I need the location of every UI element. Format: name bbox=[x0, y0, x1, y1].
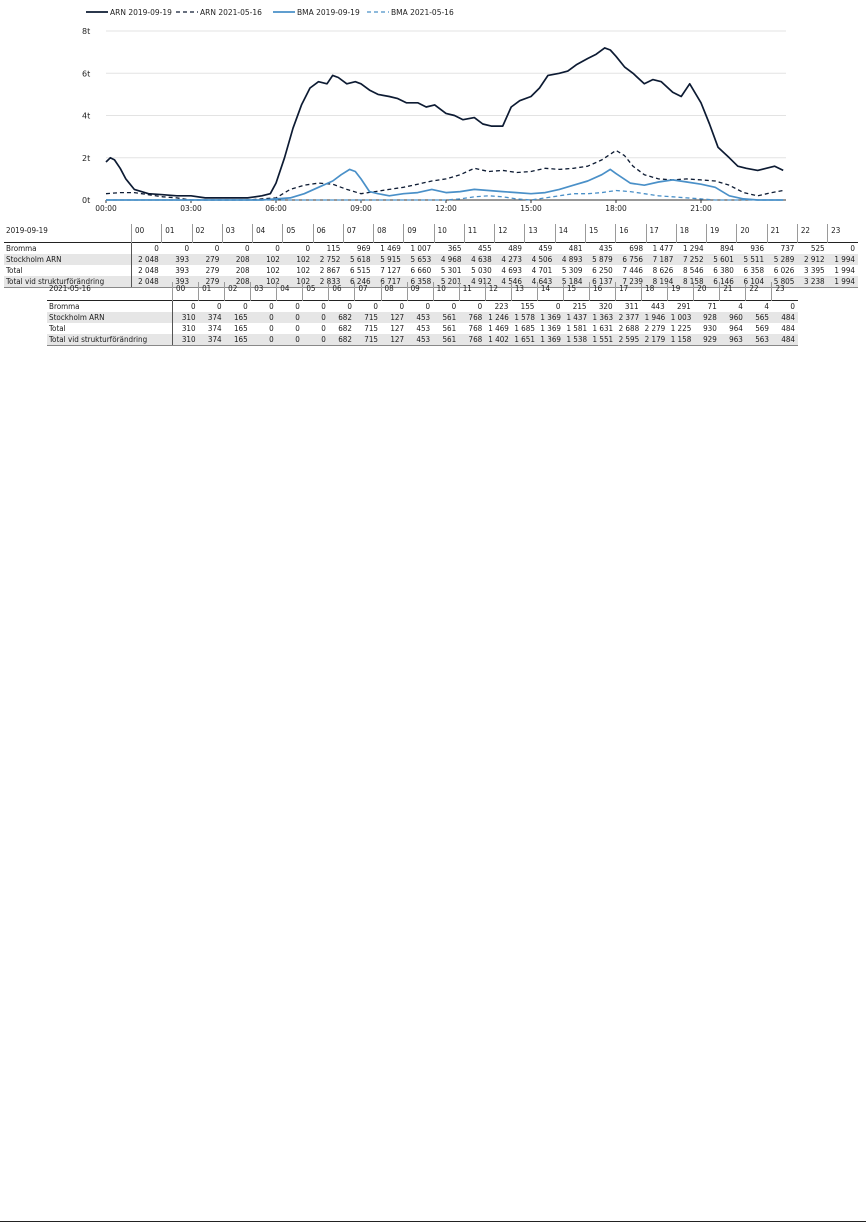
table-cell: 1 003 bbox=[668, 312, 694, 323]
table-cell: 310 bbox=[181, 324, 196, 333]
table-cell: 0 bbox=[321, 324, 326, 333]
x-tick-label: 06:00 bbox=[265, 204, 287, 213]
hour-column-header: 05 bbox=[283, 224, 313, 243]
table-cell: 7 187 bbox=[646, 254, 676, 265]
table-cell: 6 250 bbox=[592, 266, 613, 275]
table-cell: 2 833 bbox=[313, 276, 343, 288]
table-cell: 6 137 bbox=[585, 276, 615, 288]
table-header-row bbox=[47, 282, 798, 301]
table-cell: 6 717 bbox=[374, 276, 404, 288]
hour-column-header: 18 bbox=[676, 224, 706, 243]
legend-label: BMA 2019-09-19 bbox=[297, 8, 360, 17]
hour-column-header: 22 bbox=[797, 224, 827, 243]
table-cell: 393 bbox=[175, 266, 190, 275]
table-cell: 1 994 bbox=[834, 266, 855, 275]
table-cell: 0 bbox=[253, 243, 283, 255]
row-label: Stockholm ARN bbox=[4, 254, 132, 265]
hour-column-header: 20 bbox=[694, 282, 720, 301]
row-label: Bromma bbox=[4, 243, 132, 255]
hour-column-header: 00 bbox=[173, 282, 199, 301]
table-date-heading: 2019-09-19 bbox=[6, 226, 48, 235]
table-cell: 2 048 bbox=[132, 276, 162, 288]
table-cell: 1 363 bbox=[590, 312, 616, 323]
hour-column-header: 10 bbox=[434, 224, 464, 243]
table-cell: 768 bbox=[459, 312, 485, 323]
x-tick-label: 03:00 bbox=[180, 204, 202, 213]
table-cell: 6 515 bbox=[350, 266, 371, 275]
hour-column-header: 16 bbox=[616, 224, 646, 243]
hour-column-header: 01 bbox=[162, 224, 192, 243]
table-cell: 1 225 bbox=[670, 324, 692, 333]
hour-column-header: 15 bbox=[585, 224, 615, 243]
table-cell: 7 252 bbox=[676, 254, 706, 265]
table-cell: 7 127 bbox=[380, 266, 401, 275]
table-cell: 0 bbox=[303, 312, 329, 323]
table-cell: 459 bbox=[525, 243, 555, 255]
table-cell: 3 395 bbox=[804, 266, 825, 275]
table-cell: 374 bbox=[199, 312, 225, 323]
table-cell: 0 bbox=[459, 301, 485, 313]
table-cell: 960 bbox=[720, 312, 746, 323]
table-cell: 215 bbox=[563, 301, 589, 313]
table-cell: 561 bbox=[433, 334, 459, 346]
x-tick-label: 18:00 bbox=[605, 204, 627, 213]
y-tick-label: 4t bbox=[82, 111, 91, 121]
table-cell: 0 bbox=[162, 243, 192, 255]
table-cell: 2 279 bbox=[644, 324, 666, 333]
table-cell: 0 bbox=[277, 334, 303, 346]
table-cell: 5 309 bbox=[561, 266, 583, 275]
table-cell: 489 bbox=[495, 243, 525, 255]
table-cell: 525 bbox=[797, 243, 827, 255]
y-axis-ticks bbox=[82, 27, 90, 205]
table-cell: 928 bbox=[694, 312, 720, 323]
table-cell: 102 bbox=[283, 254, 313, 265]
hour-column-header: 13 bbox=[525, 224, 555, 243]
table-cell: 929 bbox=[694, 334, 720, 346]
x-tick-label: 15:00 bbox=[520, 204, 542, 213]
table-cell: 5 030 bbox=[471, 266, 492, 275]
table-row bbox=[47, 301, 798, 313]
table-cell: 5 301 bbox=[440, 266, 462, 275]
table-cell: 374 bbox=[207, 324, 222, 333]
table-cell: 569 bbox=[755, 324, 769, 333]
hour-column-header: 04 bbox=[277, 282, 303, 301]
x-tick-label: 21:00 bbox=[690, 204, 712, 213]
table-cell: 0 bbox=[251, 301, 277, 313]
table-header-row bbox=[4, 224, 858, 243]
table-row bbox=[47, 312, 798, 323]
table-cell: 561 bbox=[442, 324, 457, 333]
table-cell: 435 bbox=[585, 243, 615, 255]
legend-label: BMA 2021-05-16 bbox=[391, 8, 454, 17]
table-cell: 4 273 bbox=[495, 254, 525, 265]
table-cell: 0 bbox=[225, 301, 251, 313]
table-cell: 453 bbox=[416, 324, 431, 333]
table-cell: 6 358 bbox=[743, 266, 765, 275]
hour-column-header: 19 bbox=[668, 282, 694, 301]
table-cell: 2 179 bbox=[642, 334, 668, 346]
table-cell: 1 007 bbox=[404, 243, 434, 255]
table-cell: 0 bbox=[303, 301, 329, 313]
row-label: Total bbox=[47, 323, 173, 334]
y-tick-label: 2t bbox=[82, 153, 91, 163]
hour-column-header: 03 bbox=[251, 282, 277, 301]
table-cell: 0 bbox=[772, 301, 798, 313]
table-cell: 208 bbox=[222, 276, 252, 288]
hour-column-header: 23 bbox=[772, 282, 798, 301]
table-cell: 6 660 bbox=[410, 266, 432, 275]
table-cell: 6 026 bbox=[773, 266, 795, 275]
table-cell: 1 469 bbox=[374, 243, 404, 255]
table-cell: 715 bbox=[355, 312, 381, 323]
table-cell: 1 946 bbox=[642, 312, 668, 323]
table-cell: 0 bbox=[433, 301, 459, 313]
table-cell: 1 369 bbox=[540, 324, 561, 333]
table-cell: 768 bbox=[468, 324, 483, 333]
x-axis-ticks bbox=[95, 200, 712, 213]
table-cell: 279 bbox=[192, 254, 222, 265]
table-cell: 0 bbox=[173, 301, 199, 313]
table-cell: 0 bbox=[251, 312, 277, 323]
table-cell: 1 631 bbox=[592, 324, 614, 333]
table-cell: 320 bbox=[590, 301, 616, 313]
table-row bbox=[4, 265, 858, 276]
table-cell: 0 bbox=[132, 243, 162, 255]
legend-label: ARN 2021-05-16 bbox=[200, 8, 262, 17]
table-cell: 481 bbox=[555, 243, 585, 255]
table-cell: 565 bbox=[746, 312, 772, 323]
table-cell: 2 752 bbox=[313, 254, 343, 265]
table-cell: 155 bbox=[511, 301, 537, 313]
table-cell: 698 bbox=[616, 243, 646, 255]
table-cell: 1 294 bbox=[676, 243, 706, 255]
table-cell: 894 bbox=[707, 243, 737, 255]
table-cell: 715 bbox=[364, 324, 378, 333]
table-cell: 4 693 bbox=[501, 266, 522, 275]
table-cell: 0 bbox=[251, 334, 277, 346]
table-cell: 4 638 bbox=[464, 254, 494, 265]
table-cell: 8 626 bbox=[652, 266, 674, 275]
table-cell: 2 048 bbox=[132, 254, 162, 265]
table-cell: 1 477 bbox=[646, 243, 676, 255]
chart-legend bbox=[86, 8, 454, 17]
table-cell: 563 bbox=[746, 334, 772, 346]
table-cell: 6 246 bbox=[343, 276, 373, 288]
hour-column-header: 04 bbox=[253, 224, 283, 243]
hour-column-header: 10 bbox=[433, 282, 459, 301]
table-cell: 0 bbox=[537, 301, 563, 313]
hour-column-header: 09 bbox=[407, 282, 433, 301]
table-cell: 4 643 bbox=[525, 276, 555, 288]
table-cell: 1 402 bbox=[485, 334, 511, 346]
table-cell: 4 912 bbox=[464, 276, 494, 288]
table-cell: 1 994 bbox=[828, 254, 858, 265]
hour-column-header: 17 bbox=[616, 282, 642, 301]
table-cell: 2 688 bbox=[618, 324, 640, 333]
table-cell: 6 756 bbox=[616, 254, 646, 265]
series-line-2 bbox=[106, 169, 783, 200]
table-row bbox=[47, 323, 798, 334]
hour-column-header: 22 bbox=[746, 282, 772, 301]
hour-column-header: 21 bbox=[767, 224, 797, 243]
table-cell: 1 158 bbox=[668, 334, 694, 346]
hour-column-header: 01 bbox=[199, 282, 225, 301]
table-cell: 5 511 bbox=[737, 254, 767, 265]
table-cell: 8 158 bbox=[676, 276, 706, 288]
row-label: Bromma bbox=[47, 301, 173, 313]
table-cell: 102 bbox=[253, 254, 283, 265]
table-cell: 6 104 bbox=[737, 276, 767, 288]
table-cell: 484 bbox=[772, 312, 798, 323]
hour-column-header: 23 bbox=[828, 224, 858, 243]
table-cell: 930 bbox=[703, 324, 717, 333]
table-cell: 127 bbox=[381, 334, 407, 346]
table-cell: 4 968 bbox=[434, 254, 464, 265]
hour-column-header: 14 bbox=[555, 224, 585, 243]
table-cell: 0 bbox=[355, 301, 381, 313]
table-cell: 5 601 bbox=[707, 254, 737, 265]
table-date-heading: 2021-05-16 bbox=[49, 284, 91, 293]
table-cell: 1 685 bbox=[514, 324, 535, 333]
hour-column-header: 07 bbox=[355, 282, 381, 301]
table-row bbox=[4, 243, 858, 255]
table-cell: 2 595 bbox=[616, 334, 642, 346]
y-tick-label: 6t bbox=[82, 69, 91, 79]
hour-column-header: 08 bbox=[381, 282, 407, 301]
table-cell: 279 bbox=[205, 266, 220, 275]
hour-column-header: 06 bbox=[313, 224, 343, 243]
table-cell: 0 bbox=[277, 301, 303, 313]
table-cell: 2 912 bbox=[797, 254, 827, 265]
hour-column-header: 19 bbox=[707, 224, 737, 243]
table-cell: 715 bbox=[355, 334, 381, 346]
row-label: Total bbox=[4, 265, 132, 276]
table-cell: 0 bbox=[222, 243, 252, 255]
table-cell: 443 bbox=[642, 301, 668, 313]
table-cell: 963 bbox=[720, 334, 746, 346]
table-cell: 310 bbox=[173, 312, 199, 323]
table-cell: 208 bbox=[235, 266, 250, 275]
table-cell: 5 618 bbox=[343, 254, 373, 265]
hour-column-header: 00 bbox=[132, 224, 162, 243]
table-cell: 165 bbox=[225, 312, 251, 323]
hour-column-header: 16 bbox=[590, 282, 616, 301]
table-cell: 484 bbox=[772, 334, 798, 346]
table-cell: 102 bbox=[253, 276, 283, 288]
table-cell: 4 bbox=[720, 301, 746, 313]
table-cell: 936 bbox=[737, 243, 767, 255]
table-cell: 561 bbox=[433, 312, 459, 323]
table-cell: 291 bbox=[668, 301, 694, 313]
table-cell: 0 bbox=[295, 324, 300, 333]
table-cell: 165 bbox=[225, 334, 251, 346]
x-tick-label: 00:00 bbox=[95, 204, 117, 213]
table-cell: 393 bbox=[162, 276, 192, 288]
table-cell: 2 048 bbox=[138, 266, 159, 275]
table-cell: 1 551 bbox=[590, 334, 616, 346]
table-cell: 365 bbox=[434, 243, 464, 255]
table-cell: 964 bbox=[729, 324, 743, 333]
table-row bbox=[47, 334, 798, 346]
table-cell: 1 581 bbox=[566, 324, 588, 333]
hour-column-header: 05 bbox=[303, 282, 329, 301]
table-cell: 0 bbox=[277, 312, 303, 323]
table-cell: 102 bbox=[283, 276, 313, 288]
table-cell: 4 bbox=[746, 301, 772, 313]
table-cell: 310 bbox=[173, 334, 199, 346]
legend-label: ARN 2019-09-19 bbox=[110, 8, 172, 17]
hour-column-header: 03 bbox=[222, 224, 252, 243]
table-cell: 455 bbox=[464, 243, 494, 255]
series-line-0 bbox=[106, 48, 783, 198]
table-cell: 682 bbox=[338, 324, 352, 333]
row-label: Total vid strukturförändring bbox=[4, 276, 132, 288]
hour-column-header: 02 bbox=[225, 282, 251, 301]
table-cell: 682 bbox=[329, 312, 355, 323]
row-label: Total vid strukturförändring bbox=[47, 334, 173, 346]
table-cell: 0 bbox=[381, 301, 407, 313]
table-cell: 484 bbox=[781, 324, 795, 333]
table-cell: 311 bbox=[616, 301, 642, 313]
table-cell: 7 446 bbox=[622, 266, 644, 275]
chart-series-lines bbox=[106, 48, 783, 200]
hour-column-header: 02 bbox=[192, 224, 222, 243]
table-cell: 1 369 bbox=[537, 312, 563, 323]
y-tick-label: 0t bbox=[82, 196, 91, 205]
table-cell: 1 437 bbox=[563, 312, 589, 323]
table-cell: 8 194 bbox=[646, 276, 676, 288]
chart-grid bbox=[106, 31, 786, 200]
table-cell: 737 bbox=[767, 243, 797, 255]
table-cell: 127 bbox=[390, 324, 405, 333]
table-cell: 0 bbox=[828, 243, 858, 255]
table-cell: 102 bbox=[266, 266, 280, 275]
table-cell: 0 bbox=[269, 324, 274, 333]
hour-column-header: 11 bbox=[459, 282, 485, 301]
table-cell: 4 701 bbox=[531, 266, 553, 275]
table-cell: 4 546 bbox=[495, 276, 525, 288]
x-tick-label: 09:00 bbox=[350, 204, 372, 213]
table-cell: 2 867 bbox=[319, 266, 341, 275]
hourly-table-2019-09-19 bbox=[4, 224, 858, 288]
table-cell: 0 bbox=[192, 243, 222, 255]
table-cell: 2 377 bbox=[616, 312, 642, 323]
hour-column-header: 21 bbox=[720, 282, 746, 301]
hour-column-header: 11 bbox=[464, 224, 494, 243]
hour-column-header: 13 bbox=[511, 282, 537, 301]
table-cell: 7 239 bbox=[616, 276, 646, 288]
table-cell: 6 146 bbox=[707, 276, 737, 288]
table-cell: 127 bbox=[381, 312, 407, 323]
table-cell: 682 bbox=[329, 334, 355, 346]
table-cell: 71 bbox=[694, 301, 720, 313]
table-cell: 0 bbox=[199, 301, 225, 313]
table-cell: 768 bbox=[459, 334, 485, 346]
table-cell: 374 bbox=[199, 334, 225, 346]
hour-column-header: 15 bbox=[563, 282, 589, 301]
table-cell: 0 bbox=[407, 301, 433, 313]
hour-column-header: 12 bbox=[485, 282, 511, 301]
table-cell: 0 bbox=[303, 334, 329, 346]
table-cell: 1 578 bbox=[511, 312, 537, 323]
table-cell: 1 246 bbox=[485, 312, 511, 323]
table-cell: 223 bbox=[485, 301, 511, 313]
x-tick-label: 12:00 bbox=[435, 204, 457, 213]
table-cell: 0 bbox=[283, 243, 313, 255]
hour-column-header: 20 bbox=[737, 224, 767, 243]
table-cell: 5 201 bbox=[434, 276, 464, 288]
hour-column-header: 12 bbox=[495, 224, 525, 243]
table-cell: 208 bbox=[222, 254, 252, 265]
hourly-table-2021-05-16 bbox=[47, 282, 798, 346]
table-cell: 5 879 bbox=[585, 254, 615, 265]
table-cell: 102 bbox=[296, 266, 311, 275]
table-cell: 1 369 bbox=[537, 334, 563, 346]
table-cell: 1 994 bbox=[828, 276, 858, 288]
table-cell: 5 915 bbox=[374, 254, 404, 265]
table-cell: 1 538 bbox=[563, 334, 589, 346]
table-cell: 3 238 bbox=[797, 276, 827, 288]
table-cell: 6 358 bbox=[404, 276, 434, 288]
table-cell: 1 651 bbox=[511, 334, 537, 346]
hour-column-header: 17 bbox=[646, 224, 676, 243]
table-row bbox=[4, 254, 858, 265]
table-cell: 453 bbox=[407, 334, 433, 346]
table-cell: 165 bbox=[233, 324, 248, 333]
traffic-line-chart bbox=[0, 0, 866, 220]
table-cell: 279 bbox=[192, 276, 222, 288]
table-cell: 453 bbox=[407, 312, 433, 323]
y-tick-label: 8t bbox=[82, 27, 91, 36]
table-cell: 5 184 bbox=[555, 276, 585, 288]
table-cell: 6 380 bbox=[713, 266, 734, 275]
table-cell: 5 653 bbox=[404, 254, 434, 265]
table-cell: 4 893 bbox=[555, 254, 585, 265]
hour-column-header: 06 bbox=[329, 282, 355, 301]
hour-column-header: 09 bbox=[404, 224, 434, 243]
table-cell: 8 546 bbox=[682, 266, 704, 275]
hour-column-header: 14 bbox=[537, 282, 563, 301]
table-cell: 393 bbox=[162, 254, 192, 265]
row-label: Stockholm ARN bbox=[47, 312, 173, 323]
hour-column-header: 18 bbox=[642, 282, 668, 301]
table-cell: 969 bbox=[343, 243, 373, 255]
table-cell: 0 bbox=[329, 301, 355, 313]
hour-column-header: 08 bbox=[374, 224, 404, 243]
table-cell: 1 469 bbox=[488, 324, 509, 333]
table-cell: 115 bbox=[313, 243, 343, 255]
table-cell: 5 805 bbox=[767, 276, 797, 288]
page-bottom-rule bbox=[0, 1221, 866, 1222]
table-cell: 4 506 bbox=[525, 254, 555, 265]
hour-column-header: 07 bbox=[343, 224, 373, 243]
table-cell: 5 289 bbox=[767, 254, 797, 265]
